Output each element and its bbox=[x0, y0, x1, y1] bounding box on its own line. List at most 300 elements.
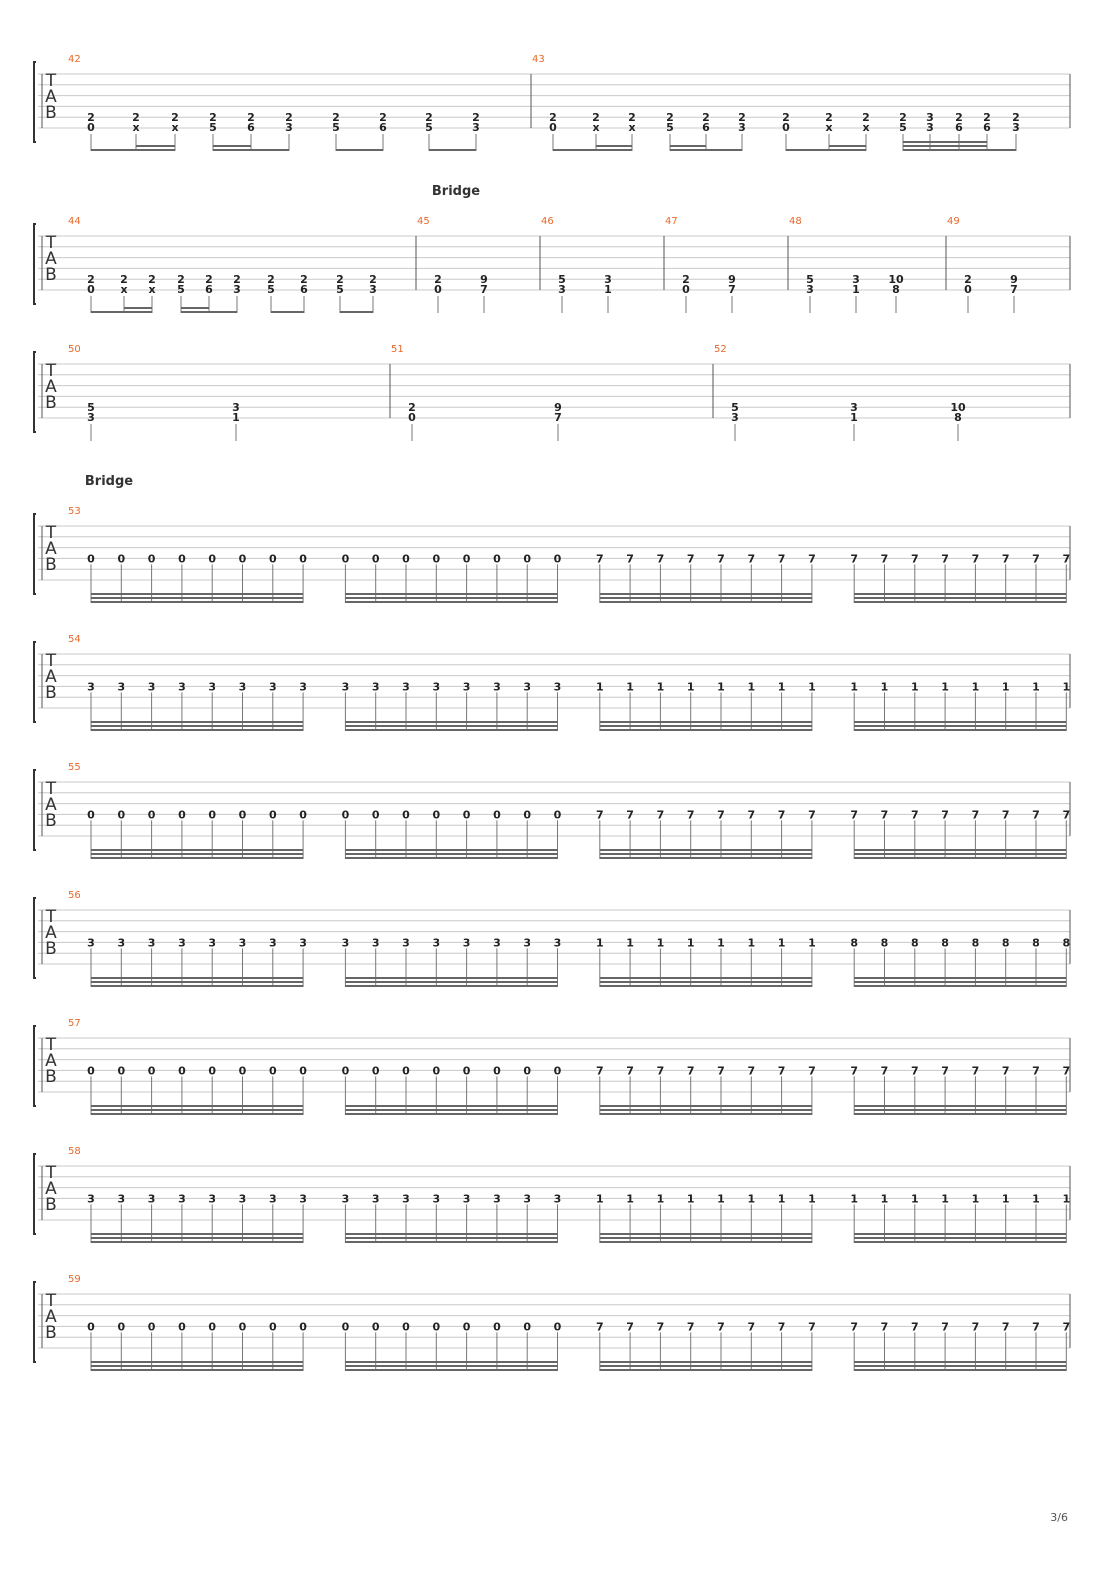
fret-number: 7 bbox=[850, 552, 859, 566]
fret-number: 1 bbox=[747, 1192, 756, 1206]
fret-number: 0 bbox=[268, 552, 277, 566]
fret-number: 0 bbox=[238, 1320, 247, 1334]
fret-number: 7 bbox=[808, 552, 816, 566]
fret-number: 0 bbox=[178, 1064, 186, 1078]
fret-number: 7 bbox=[910, 1064, 919, 1078]
tab-clef-letter: B bbox=[45, 1067, 57, 1087]
measure-number: 55 bbox=[68, 762, 81, 773]
fret-number: 6 bbox=[379, 121, 387, 134]
fret-number: 3 bbox=[371, 1192, 380, 1206]
fret-number: 3 bbox=[493, 936, 501, 950]
fret-number: 2 bbox=[682, 273, 690, 287]
fret-number: 3 bbox=[553, 1192, 562, 1206]
fret-number: 1 bbox=[626, 1192, 634, 1206]
fret-number: 3 bbox=[806, 283, 814, 296]
fret-number: 8 bbox=[1032, 936, 1040, 950]
system-bracket bbox=[34, 1026, 36, 1106]
measure-number: 48 bbox=[789, 216, 802, 227]
fret-number: 7 bbox=[880, 1320, 889, 1334]
tab-clef-letter: B bbox=[45, 683, 57, 703]
fret-number: 2 bbox=[300, 273, 308, 287]
fret-number: 2 bbox=[120, 273, 128, 287]
fret-number: 3 bbox=[341, 680, 350, 694]
fret-number: 0 bbox=[341, 1320, 350, 1334]
fret-number: 7 bbox=[1010, 283, 1018, 296]
tab-clef-letter: T bbox=[45, 1291, 57, 1311]
fret-number: 1 bbox=[626, 936, 634, 950]
fret-number: 0 bbox=[208, 1064, 217, 1078]
fret-number: 7 bbox=[686, 1320, 695, 1334]
fret-number: 0 bbox=[523, 1064, 532, 1078]
fret-number: 7 bbox=[656, 1064, 665, 1078]
fret-number: 1 bbox=[850, 1192, 859, 1206]
fret-number: 0 bbox=[87, 1320, 95, 1334]
fret-number: 3 bbox=[371, 936, 380, 950]
fret-number: 7 bbox=[717, 808, 725, 822]
system-bracket bbox=[34, 642, 36, 722]
tab-clef-letter: A bbox=[45, 249, 57, 269]
fret-number: 3 bbox=[553, 936, 562, 950]
fret-number: x bbox=[132, 121, 140, 134]
fret-number: 7 bbox=[717, 1320, 725, 1334]
fret-number: 1 bbox=[686, 936, 695, 950]
fret-number: 8 bbox=[880, 936, 889, 950]
system-bracket bbox=[34, 224, 36, 304]
fret-number: 7 bbox=[1032, 552, 1040, 566]
fret-number: 1 bbox=[747, 680, 756, 694]
tab-clef-letter: B bbox=[45, 103, 57, 123]
fret-number: 7 bbox=[626, 1064, 634, 1078]
fret-number: 7 bbox=[1032, 1320, 1040, 1334]
tab-clef-letter: A bbox=[45, 1051, 57, 1071]
fret-number: 1 bbox=[686, 1192, 695, 1206]
tab-clef-letter: T bbox=[45, 233, 57, 253]
fret-number: 1 bbox=[656, 680, 665, 694]
fret-number: 3 bbox=[208, 1192, 217, 1206]
fret-number: 7 bbox=[595, 552, 604, 566]
fret-number: 2 bbox=[862, 111, 870, 125]
fret-number: 7 bbox=[595, 1320, 604, 1334]
fret-number: 7 bbox=[880, 1064, 889, 1078]
fret-number: 3 bbox=[178, 1192, 186, 1206]
fret-number: 2 bbox=[425, 111, 433, 125]
fret-number: 2 bbox=[666, 111, 674, 125]
fret-number: 0 bbox=[87, 808, 95, 822]
fret-number: 9 bbox=[480, 273, 488, 287]
fret-number: 7 bbox=[747, 1320, 756, 1334]
fret-number: x bbox=[120, 283, 128, 296]
fret-number: 1 bbox=[1001, 1192, 1010, 1206]
fret-number: 9 bbox=[1010, 273, 1018, 287]
fret-number: 1 bbox=[777, 1192, 786, 1206]
fret-number: 1 bbox=[971, 680, 980, 694]
fret-number: 3 bbox=[462, 1192, 471, 1206]
fret-number: 7 bbox=[880, 552, 889, 566]
fret-number: 0 bbox=[117, 1320, 126, 1334]
system-bracket bbox=[34, 770, 36, 850]
fret-number: 0 bbox=[682, 283, 690, 296]
system-bracket bbox=[34, 1282, 36, 1362]
fret-number: 0 bbox=[553, 1064, 562, 1078]
fret-number: 3 bbox=[233, 283, 241, 296]
fret-number: 0 bbox=[299, 808, 307, 822]
fret-number: 7 bbox=[656, 808, 665, 822]
fret-number: 0 bbox=[341, 552, 350, 566]
fret-number: 2 bbox=[205, 273, 213, 287]
fret-number: 6 bbox=[300, 283, 308, 296]
fret-number: 3 bbox=[402, 1192, 410, 1206]
fret-number: 3 bbox=[402, 680, 410, 694]
fret-number: 2 bbox=[955, 111, 963, 125]
fret-number: 5 bbox=[87, 401, 95, 415]
fret-number: 2 bbox=[628, 111, 636, 125]
fret-number: 2 bbox=[899, 111, 907, 125]
fret-number: 0 bbox=[493, 1064, 501, 1078]
fret-number: 7 bbox=[941, 552, 949, 566]
fret-number: 7 bbox=[777, 1064, 786, 1078]
fret-number: 7 bbox=[656, 552, 665, 566]
fret-number: 7 bbox=[1001, 808, 1010, 822]
measure-number: 49 bbox=[947, 216, 960, 227]
fret-number: 3 bbox=[493, 1192, 501, 1206]
fret-number: 0 bbox=[238, 808, 247, 822]
fret-number: 0 bbox=[523, 808, 532, 822]
fret-number: 3 bbox=[147, 936, 156, 950]
fret-number: 3 bbox=[850, 401, 858, 415]
fret-number: 2 bbox=[592, 111, 600, 125]
fret-number: 1 bbox=[808, 680, 816, 694]
measure-number: 50 bbox=[68, 344, 81, 355]
tab-clef-letter: B bbox=[45, 265, 57, 285]
fret-number: 7 bbox=[595, 1064, 604, 1078]
fret-number: 0 bbox=[208, 552, 217, 566]
fret-number: 3 bbox=[852, 273, 860, 287]
fret-number: 6 bbox=[205, 283, 213, 296]
fret-number: 5 bbox=[209, 121, 217, 134]
fret-number: 2 bbox=[408, 401, 416, 415]
measure-number: 46 bbox=[541, 216, 554, 227]
fret-number: 1 bbox=[595, 1192, 604, 1206]
fret-number: 3 bbox=[268, 936, 277, 950]
tab-clef-letter: B bbox=[45, 939, 57, 959]
fret-number: 2 bbox=[285, 111, 293, 125]
fret-number: 8 bbox=[971, 936, 980, 950]
fret-number: 7 bbox=[941, 808, 949, 822]
fret-number: 7 bbox=[850, 1064, 859, 1078]
fret-number: 0 bbox=[238, 1064, 247, 1078]
fret-number: 0 bbox=[178, 808, 186, 822]
fret-number: 0 bbox=[147, 552, 156, 566]
fret-number: 0 bbox=[341, 808, 350, 822]
fret-number: 3 bbox=[117, 936, 126, 950]
fret-number: 7 bbox=[747, 808, 756, 822]
tab-clef-letter: B bbox=[45, 1195, 57, 1215]
fret-number: 5 bbox=[267, 283, 275, 296]
fret-number: 0 bbox=[371, 1320, 380, 1334]
fret-number: 0 bbox=[462, 808, 471, 822]
tab-clef-letter: T bbox=[45, 1035, 57, 1055]
fret-number: 7 bbox=[1001, 1320, 1010, 1334]
fret-number: 0 bbox=[402, 1320, 410, 1334]
tab-clef-letter: A bbox=[45, 377, 57, 397]
measure-number: 57 bbox=[68, 1018, 81, 1029]
measure-number: 51 bbox=[391, 344, 404, 355]
fret-number: 0 bbox=[208, 1320, 217, 1334]
fret-number: 2 bbox=[434, 273, 442, 287]
tab-clef-letter: T bbox=[45, 361, 57, 381]
fret-number: 0 bbox=[147, 1320, 156, 1334]
fret-number: 0 bbox=[178, 552, 186, 566]
fret-number: 3 bbox=[523, 936, 532, 950]
fret-number: 7 bbox=[808, 1064, 816, 1078]
system-bracket bbox=[34, 1154, 36, 1234]
tab-clef-letter: B bbox=[45, 811, 57, 831]
fret-number: 3 bbox=[553, 680, 562, 694]
fret-number: 0 bbox=[87, 121, 95, 134]
tab-clef-letter: T bbox=[45, 1163, 57, 1183]
fret-number: 7 bbox=[850, 1320, 859, 1334]
fret-number: 7 bbox=[554, 411, 562, 424]
fret-number: 2 bbox=[825, 111, 833, 125]
fret-number: 3 bbox=[117, 680, 126, 694]
tab-clef-letter: B bbox=[45, 555, 57, 575]
fret-number: 7 bbox=[941, 1320, 949, 1334]
fret-number: 3 bbox=[147, 1192, 156, 1206]
fret-number: 3 bbox=[238, 680, 247, 694]
fret-number: 3 bbox=[432, 936, 441, 950]
fret-number: 7 bbox=[777, 1320, 786, 1334]
fret-number: 0 bbox=[268, 1320, 277, 1334]
fret-number: 3 bbox=[371, 680, 380, 694]
fret-number: 0 bbox=[462, 1320, 471, 1334]
fret-number: 9 bbox=[728, 273, 736, 287]
measure-number: 42 bbox=[68, 54, 81, 65]
fret-number: 0 bbox=[553, 808, 562, 822]
fret-number: 7 bbox=[1062, 808, 1071, 822]
fret-number: 0 bbox=[371, 808, 380, 822]
fret-number: 0 bbox=[178, 1320, 186, 1334]
fret-number: 2 bbox=[738, 111, 746, 125]
fret-number: 0 bbox=[117, 552, 126, 566]
fret-number: 2 bbox=[247, 111, 255, 125]
section-label: Bridge bbox=[431, 184, 481, 199]
fret-number: 5 bbox=[666, 121, 674, 134]
fret-number: 6 bbox=[955, 121, 963, 134]
fret-number: 3 bbox=[87, 411, 95, 424]
fret-number: 3 bbox=[87, 936, 95, 950]
fret-number: 0 bbox=[402, 552, 410, 566]
fret-number: 7 bbox=[971, 1320, 980, 1334]
fret-number: 3 bbox=[238, 936, 247, 950]
fret-number: 0 bbox=[117, 1064, 126, 1078]
fret-number: 3 bbox=[299, 936, 307, 950]
fret-number: 3 bbox=[472, 121, 480, 134]
fret-number: 0 bbox=[117, 808, 126, 822]
fret-number: 1 bbox=[852, 283, 860, 296]
fret-number: 7 bbox=[1062, 552, 1071, 566]
fret-number: 5 bbox=[731, 401, 739, 415]
tab-clef-letter: T bbox=[45, 651, 57, 671]
fret-number: 1 bbox=[1032, 680, 1040, 694]
fret-number: 1 bbox=[1062, 680, 1071, 694]
fret-number: 0 bbox=[432, 552, 441, 566]
fret-number: 3 bbox=[462, 680, 471, 694]
fret-number: 1 bbox=[656, 936, 665, 950]
fret-number: 7 bbox=[595, 808, 604, 822]
tab-clef-letter: A bbox=[45, 923, 57, 943]
measure-number: 44 bbox=[68, 216, 81, 227]
fret-number: 0 bbox=[434, 283, 442, 296]
fret-number: 8 bbox=[850, 936, 859, 950]
measure-number: 54 bbox=[68, 634, 81, 645]
fret-number: 7 bbox=[656, 1320, 665, 1334]
fret-number: 3 bbox=[493, 680, 501, 694]
fret-number: 0 bbox=[208, 808, 217, 822]
fret-number: 2 bbox=[1012, 111, 1020, 125]
fret-number: 3 bbox=[604, 273, 612, 287]
fret-number: 1 bbox=[777, 936, 786, 950]
fret-number: 1 bbox=[910, 1192, 919, 1206]
fret-number: 2 bbox=[782, 111, 790, 125]
fret-number: 1 bbox=[880, 1192, 889, 1206]
tab-clef-letter: B bbox=[45, 393, 57, 413]
fret-number: 1 bbox=[1062, 1192, 1071, 1206]
fret-number: 7 bbox=[686, 552, 695, 566]
fret-number: 7 bbox=[880, 808, 889, 822]
fret-number: 3 bbox=[432, 1192, 441, 1206]
fret-number: 2 bbox=[87, 111, 95, 125]
fret-number: 2 bbox=[267, 273, 275, 287]
fret-number: 2 bbox=[549, 111, 557, 125]
fret-number: 7 bbox=[808, 1320, 816, 1334]
fret-number: 3 bbox=[178, 936, 186, 950]
fret-number: 1 bbox=[595, 936, 604, 950]
fret-number: 2 bbox=[233, 273, 241, 287]
fret-number: 1 bbox=[656, 1192, 665, 1206]
fret-number: 0 bbox=[299, 552, 307, 566]
fret-number: 1 bbox=[717, 936, 725, 950]
fret-number: 6 bbox=[247, 121, 255, 134]
fret-number: 3 bbox=[208, 936, 217, 950]
fret-number: 3 bbox=[147, 680, 156, 694]
fret-number: 7 bbox=[971, 1064, 980, 1078]
fret-number: 1 bbox=[747, 936, 756, 950]
fret-number: 2 bbox=[472, 111, 480, 125]
fret-number: 2 bbox=[148, 273, 156, 287]
fret-number: 2 bbox=[171, 111, 179, 125]
tab-clef-letter: T bbox=[45, 779, 57, 799]
fret-number: 1 bbox=[941, 680, 949, 694]
fret-number: 0 bbox=[402, 808, 410, 822]
fret-number: 3 bbox=[432, 680, 441, 694]
fret-number: 3 bbox=[341, 936, 350, 950]
system-bracket bbox=[34, 898, 36, 978]
fret-number: 1 bbox=[595, 680, 604, 694]
fret-number: 6 bbox=[702, 121, 710, 134]
fret-number: 7 bbox=[777, 808, 786, 822]
fret-number: 10 bbox=[888, 273, 904, 287]
page-number: 3/6 bbox=[1050, 1511, 1068, 1524]
tab-clef-letter: A bbox=[45, 1179, 57, 1199]
fret-number: 2 bbox=[369, 273, 377, 287]
fret-number: 1 bbox=[971, 1192, 980, 1206]
fret-number: 0 bbox=[147, 1064, 156, 1078]
fret-number: 0 bbox=[147, 808, 156, 822]
fret-number: 1 bbox=[910, 680, 919, 694]
fret-number: 1 bbox=[777, 680, 786, 694]
fret-number: 7 bbox=[971, 808, 980, 822]
fret-number: 0 bbox=[523, 1320, 532, 1334]
fret-number: 7 bbox=[808, 808, 816, 822]
fret-number: 1 bbox=[880, 680, 889, 694]
fret-number: 7 bbox=[728, 283, 736, 296]
fret-number: 0 bbox=[371, 1064, 380, 1078]
fret-number: 7 bbox=[1032, 808, 1040, 822]
fret-number: 7 bbox=[626, 1320, 634, 1334]
fret-number: 5 bbox=[899, 121, 907, 134]
fret-number: 7 bbox=[1001, 552, 1010, 566]
measure-number: 53 bbox=[68, 506, 81, 517]
fret-number: 1 bbox=[626, 680, 634, 694]
fret-number: 3 bbox=[926, 111, 934, 125]
fret-number: 3 bbox=[523, 1192, 532, 1206]
system-bracket bbox=[34, 352, 36, 432]
fret-number: 7 bbox=[747, 552, 756, 566]
fret-number: 0 bbox=[299, 1320, 307, 1334]
tab-clef-letter: A bbox=[45, 1307, 57, 1327]
fret-number: 3 bbox=[926, 121, 934, 134]
fret-number: 0 bbox=[238, 552, 247, 566]
fret-number: 7 bbox=[941, 1064, 949, 1078]
fret-number: 7 bbox=[910, 552, 919, 566]
fret-number: 0 bbox=[493, 808, 501, 822]
fret-number: 6 bbox=[983, 121, 991, 134]
fret-number: 3 bbox=[738, 121, 746, 134]
fret-number: 7 bbox=[1062, 1064, 1071, 1078]
system-bracket bbox=[34, 514, 36, 594]
fret-number: 1 bbox=[808, 936, 816, 950]
fret-number: 3 bbox=[178, 680, 186, 694]
fret-number: 0 bbox=[87, 552, 95, 566]
fret-number: 0 bbox=[87, 283, 95, 296]
fret-number: 0 bbox=[553, 1320, 562, 1334]
fret-number: 8 bbox=[1001, 936, 1010, 950]
fret-number: 3 bbox=[299, 1192, 307, 1206]
tab-clef-letter: A bbox=[45, 667, 57, 687]
fret-number: x bbox=[171, 121, 179, 134]
fret-number: 0 bbox=[493, 1320, 501, 1334]
fret-number: 0 bbox=[964, 283, 972, 296]
fret-number: 8 bbox=[954, 411, 962, 424]
fret-number: 10 bbox=[950, 401, 966, 415]
tab-clef-letter: T bbox=[45, 907, 57, 927]
fret-number: 2 bbox=[209, 111, 217, 125]
fret-number: 0 bbox=[462, 552, 471, 566]
fret-number: 0 bbox=[523, 552, 532, 566]
fret-number: 3 bbox=[87, 1192, 95, 1206]
fret-number: 1 bbox=[850, 680, 859, 694]
fret-number: 8 bbox=[941, 936, 949, 950]
fret-number: 7 bbox=[1032, 1064, 1040, 1078]
fret-number: 3 bbox=[369, 283, 377, 296]
measure-number: 43 bbox=[532, 54, 545, 65]
fret-number: 7 bbox=[777, 552, 786, 566]
fret-number: 3 bbox=[238, 1192, 247, 1206]
fret-number: 3 bbox=[299, 680, 307, 694]
fret-number: x bbox=[592, 121, 600, 134]
fret-number: 1 bbox=[1001, 680, 1010, 694]
fret-number: 3 bbox=[523, 680, 532, 694]
